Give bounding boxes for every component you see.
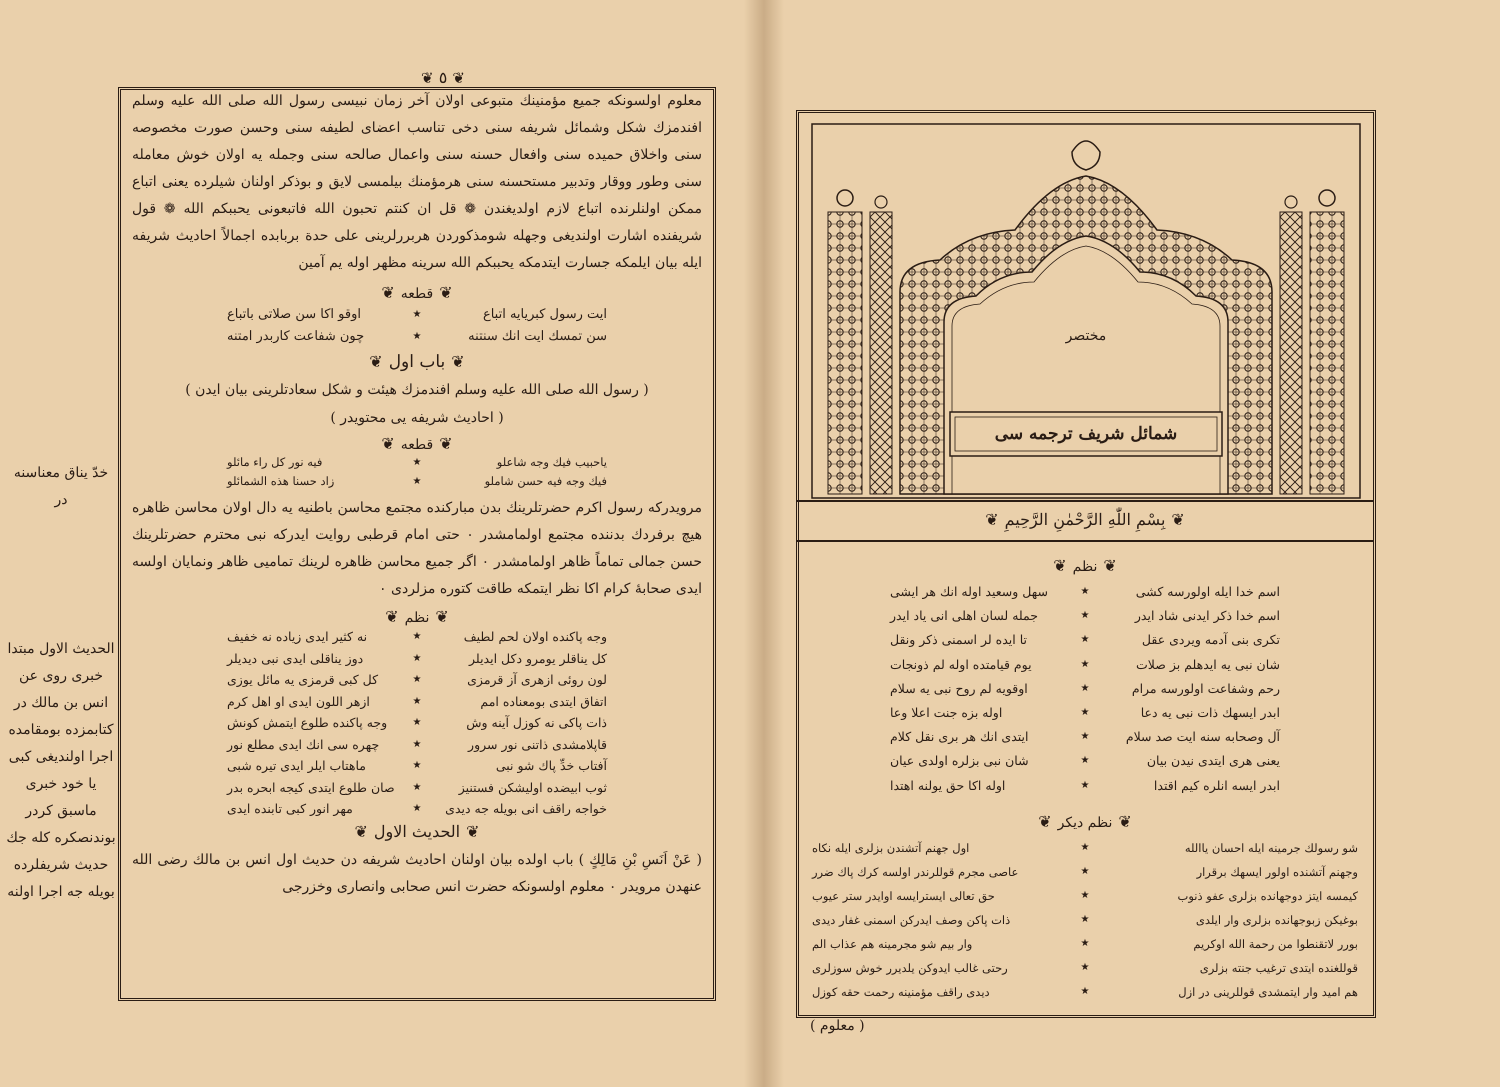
margin-note-2: الحديث الاول مبتدا خبرى روى عن انس بن مالك در كتابمزده بومقامده اجرا اولنديغى كبى يا خود خبرى ماسبق كردر بوندنصكره كله جك حديث شريفلرده بويله جه اجرا اولنه	[6, 641, 116, 900]
verse-first-hemistich: آفتاب خدِّ پاك شو نبى	[495, 758, 607, 773]
verse-second-hemistich: ذات پاكن وصف ايدركن اسمنى غفار ديدى	[812, 913, 1011, 927]
verse-separator-star-icon: ★	[1080, 914, 1090, 925]
nazm-diger-heading: ❦ نظم ديكر ❦	[796, 812, 1374, 831]
verse-separator-star-icon: ★	[412, 331, 422, 342]
verse-separator-star-icon: ★	[412, 760, 422, 771]
nazm-heading-left: ❦ نظم ❦	[126, 607, 708, 626]
verse-first-hemistich: كيمسه ايتز دوجهانده بزلرى عفو ذنوب	[1177, 889, 1358, 903]
verse-separator-star-icon: ★	[1080, 755, 1090, 767]
verse-first-hemistich: اسم خدا ذكر ايدنى شاد ايدر	[1134, 608, 1280, 624]
verse-separator-star-icon: ★	[1080, 779, 1090, 791]
verse-second-hemistich: عاصى مجرم قوللرندر اولسه كرك پاك ضرر	[812, 865, 1019, 879]
verse-first-hemistich: قوللغنده ايتدى ترغيب جنته بزلرى	[1199, 961, 1358, 975]
verse-separator-star-icon: ★	[1080, 658, 1090, 670]
verse-separator-star-icon: ★	[1080, 610, 1090, 622]
verse-second-hemistich: چون شفاعت كاربدر امتنه	[227, 329, 365, 344]
chapter-subtitle-1: ( رسول الله صلى الله عليه وسلم افندمزك هيئت و شكل سعادتلرينى بيان ايدن )	[185, 382, 649, 398]
verse-first-hemistich: قاپلامشدى ذاتنى نور سرور	[468, 736, 607, 752]
verse-second-hemistich: اوقويه لم روح نبى يه سلام	[890, 680, 1028, 696]
verse-separator-star-icon: ★	[412, 674, 422, 685]
verse-second-hemistich: اوله اكا حق يولنه اهتدا	[890, 777, 1006, 793]
basmala-divider	[797, 540, 1373, 542]
verse-first-hemistich: بوغيكن زبوجهانده بزلرى وار ايلدى	[1195, 913, 1358, 927]
qita-1-heading: ❦ قطعه ❦	[126, 283, 708, 302]
qita-1-verses	[227, 304, 607, 348]
catchword: ( معلوم )	[810, 1018, 865, 1034]
verse-first-hemistich: اتفاق ايتدى بومعناده امم	[480, 693, 607, 709]
verse-separator-star-icon: ★	[1080, 938, 1090, 949]
verse-second-hemistich: صان طلوع ايتدى كيجه ابحره بدر	[227, 779, 395, 795]
verse-second-hemistich: كل كبى قرمزى يه مائل يوزى	[227, 672, 379, 687]
verse-second-hemistich: وار بيم شو مجرمينه هم عذاب الم	[812, 937, 973, 951]
hadith-heading: ❦ الحديث الاول ❦	[126, 822, 708, 841]
verse-separator-star-icon: ★	[412, 457, 422, 468]
verse-second-hemistich: چهره سى انك ايدى مطلع نور	[227, 736, 380, 752]
verse-separator-star-icon: ★	[1080, 962, 1090, 973]
verse-second-hemistich: اوقو اكا سن صلاتى باتباع	[227, 307, 361, 322]
verse-first-hemistich: آل وصحابه سنه ايت صد سلام	[1125, 729, 1280, 745]
verse-first-hemistich: فيك وجه فيه حسن شاملو	[484, 474, 607, 488]
verse-separator-star-icon: ★	[1080, 586, 1090, 597]
verse-separator-star-icon: ★	[412, 631, 422, 642]
verse-separator-star-icon: ★	[1080, 682, 1090, 694]
verse-separator-star-icon: ★	[412, 309, 422, 320]
paragraph-2: مرويدركه رسول اكرم حضرتلرينك بدن مباركنده مجتمع محاسن باطنيه يه دال اولان محاسن ظاهره هيچ برفردك بدننده مجتمع اولمامشدر ٠ حتى امام قرطبى روايت ايدركه نبى محترم حضرتلرينك حسن جمالى تماماً ظاهر اولمامشدر ٠ اگر جميع محاسن ظاهره لرينك تماميى ظاهر ونمايان اولسه ايدى صحابهٔ كرام اكا نظر ايتمكه طاقت كتوره مزلردى ٠	[132, 500, 702, 597]
verse-second-hemistich: ماهتاب ايلر ايدى تيره شبى	[227, 758, 366, 773]
chapter-heading: ❦ باب اول ❦	[126, 352, 708, 372]
verse-first-hemistich: رحم وشفاعت اولورسه مرام	[1131, 680, 1280, 696]
left-page-content	[126, 87, 708, 995]
hadith-paragraph: ( عَنْ اَنَسِ بْنِ مَالِكٍ ) باب اولده بيان اولنان احاديث شريفه دن حديث اول انس بن مالك رضى الله عنهدن مرويدر ٠ معلوم اولسونكه حضرت انس صحابى وانصارى وخزرجى	[132, 851, 702, 895]
verse-first-hemistich: اسم خدا ايله اولورسه كشى	[1135, 584, 1280, 599]
nazm-diger-verses	[812, 836, 1358, 1004]
verse-separator-star-icon: ★	[412, 476, 422, 487]
verse-first-hemistich: ابدر ايسهك ذات نبى يه دعا	[1140, 705, 1280, 721]
verse-second-hemistich: ايتدى انك هر برى نقل كلام	[890, 729, 1029, 745]
title-divider	[797, 500, 1373, 502]
verse-first-hemistich: خواجه راقف انى بويله جه ديدى	[445, 801, 607, 816]
verse-separator-star-icon: ★	[1080, 634, 1090, 646]
verse-separator-star-icon: ★	[412, 717, 422, 728]
verse-first-hemistich: هم اميد وار ايتمشدى قوللرينى در ازل	[1178, 985, 1358, 999]
chapter-subtitle-2: ( احاديث شريفه يى محتويدر )	[330, 410, 504, 426]
verse-first-hemistich: وجهنم آتشنده اولور ايسهك برقرار	[1196, 865, 1358, 879]
verse-second-hemistich: مهر انور كبى تابنده ايدى	[227, 801, 353, 816]
verse-second-hemistich: ديدى راقف مؤمنينه رحمت حقه كوزل	[812, 985, 990, 999]
title-ornament	[810, 122, 1362, 500]
verse-second-hemistich: شان نبى بزلره اولدى عيان	[890, 753, 1029, 769]
verse-second-hemistich: زاد حسنا هذه الشمائلو	[227, 474, 335, 488]
verse-second-hemistich: اول جهنم آتشندن بزلرى ايله نكاه	[812, 841, 970, 855]
verse-second-hemistich: تا ايده لر اسمنى ذكر ونقل	[890, 632, 1028, 648]
verse-second-hemistich: يوم قيامتده اوله لم ذونجات	[890, 656, 1032, 672]
basmala: ❦ بِسْمِ اللّٰهِ الرَّحْمٰنِ الرَّحِيمِ ❦	[796, 510, 1374, 529]
verse-second-hemistich: وجه پاكنده طلوع ايتمش كونش	[227, 715, 388, 730]
qita-2-heading: ❦ قطعه ❦	[126, 434, 708, 453]
verse-first-hemistich: تكرى بنى آدمه ويردى عقل	[1141, 632, 1280, 648]
verse-second-hemistich: رحتى غالب ايدوكن يلديرر خوش سوزلرى	[812, 961, 1008, 975]
verse-first-hemistich: يعنى هرى ايتدى نيدن بيان	[1146, 753, 1280, 769]
intro-paragraph: معلوم اولسونكه جميع مؤمنينك متبوعى اولان آخر زمان نبيسى رسول الله صلى الله عليه وسلم افندمزك شكل وشمائل شريفه سنى دخى تناسب اعضاى لطيفه سنى وحسن صورت مخصوصه سنى واخلاق حميده سنى وافعال حسنه سنى واعمال صالحه سنى وجمله يه اولان خوش معامله سنى وطور ووقار وتدبير مستحسنه سنى هرمؤمنك بيلمسى لايق و بوذكر اولنان شيلرده يعنى اتباع ممكن اولنلرنده اتباع لازم اولديغندن ❁ قل ان كنتم تحبون الله فاتبعونى يحببكم الله ❁ قول شريفنده اشارت اولنديغى وجهله شومذكوردن هربررلرينى على حدة بربابده اجمالاً احاديث شريفه ايله بيان ايلمكه جسارت ايتدمكه يحببكم الله سرينه مظهر اوله يم آمين	[132, 93, 702, 271]
verse-second-hemistich: جمله لسان اهلى انى ياد ايدر	[890, 608, 1039, 624]
qita-2-verses	[227, 453, 607, 491]
verse-second-hemistich: سهل وسعيد اوله انك هر ايشى	[890, 584, 1048, 599]
verse-first-hemistich: ياحبيب فيك وجه شاعلو	[496, 455, 607, 469]
verse-first-hemistich: بورر لاتقنطوا من رحمة الله اوكريم	[1193, 937, 1358, 951]
book-gutter	[744, 0, 784, 1087]
verse-first-hemistich: كل يناقلر يومرو دكل ايديلر	[469, 650, 607, 666]
verse-second-hemistich: نه كثير ايدى زياده نه خفيف	[227, 629, 368, 644]
verse-separator-star-icon: ★	[1080, 731, 1090, 743]
nazm-verses-right	[890, 580, 1280, 798]
verse-second-hemistich: دوز يناقلى ايدى نبى ديديلر	[227, 650, 364, 666]
verse-first-hemistich: ابدر ايسه انلره كيم اقتدا	[1153, 777, 1280, 793]
verse-first-hemistich: سن تمسك ايت انك سنتنه	[468, 329, 607, 344]
verse-first-hemistich: ثوب ابيضده اوليشكن فستنيز	[458, 779, 607, 795]
verse-first-hemistich: شان نبى يه ايدهلم بز صلات	[1136, 656, 1280, 672]
margin-note-1: خدّ يناق معناسنه در	[13, 465, 109, 508]
verse-second-hemistich: حق تعالى ايسترايسه اوايدر ستر عيوب	[812, 889, 995, 903]
verse-first-hemistich: ذات پاكى نه كوزل آينه وش	[466, 715, 607, 730]
nazm-verses-left	[227, 626, 607, 820]
verse-separator-star-icon: ★	[412, 781, 422, 793]
nazm-heading-right: ❦ نظم ❦	[796, 556, 1374, 575]
verse-separator-star-icon: ★	[412, 738, 422, 750]
book-title: شمائل شريف ترجمه سى	[994, 424, 1178, 444]
verse-second-hemistich: ازهر اللون ايدى او اهل كرم	[227, 693, 370, 709]
verse-separator-star-icon: ★	[412, 803, 422, 814]
verse-separator-star-icon: ★	[1080, 866, 1090, 877]
verse-second-hemistich: اوله بزه جنت اعلا وعا	[890, 705, 1003, 721]
page-number: ❦ ٥ ❦	[421, 68, 465, 87]
verse-second-hemistich: فيه نور كل راء مائلو	[227, 455, 323, 469]
verse-separator-star-icon: ★	[412, 652, 422, 664]
verse-first-hemistich: لون روئى ازهرى آز قرمزى	[467, 672, 607, 687]
verse-separator-star-icon: ★	[1080, 986, 1090, 997]
verse-separator-star-icon: ★	[1080, 707, 1090, 719]
verse-first-hemistich: وجه پاكنده اولان لحم لطيف	[463, 629, 607, 644]
verse-separator-star-icon: ★	[412, 695, 422, 707]
book-short-title: مختصر	[1065, 328, 1107, 344]
verse-first-hemistich: شو رسولك جرمينه ايله احسان ياالله	[1184, 841, 1358, 855]
verse-separator-star-icon: ★	[1080, 842, 1090, 853]
verse-separator-star-icon: ★	[1080, 890, 1090, 901]
verse-first-hemistich: ايت رسول كبريايه اتباع	[482, 307, 607, 322]
